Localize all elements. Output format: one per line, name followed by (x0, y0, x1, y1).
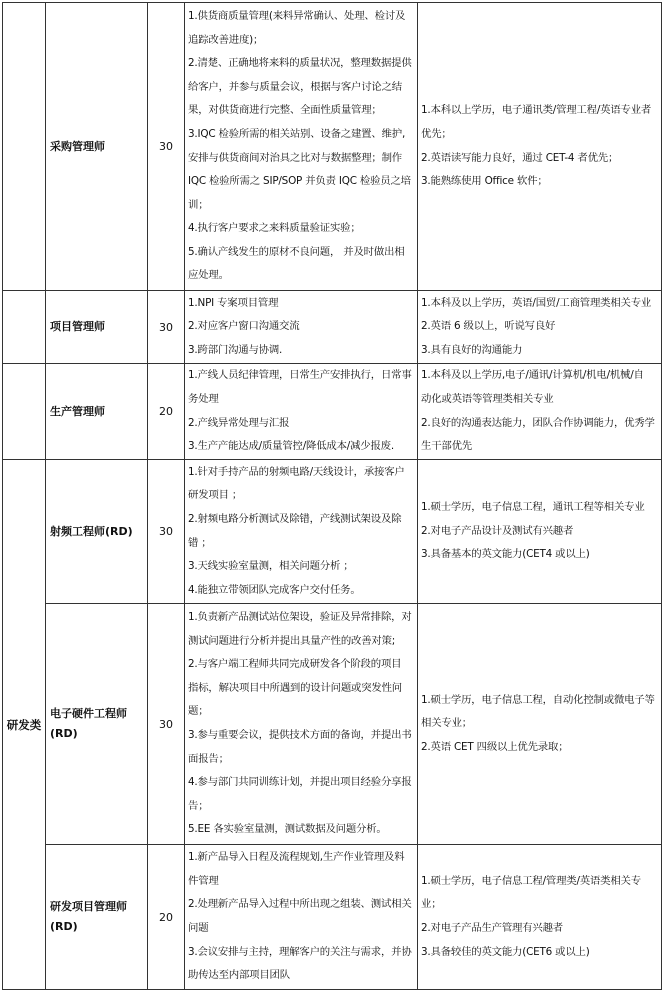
duties-cell (185, 3, 418, 291)
duty-line: 3.IQC 检验所需的相关站别、设备之建置、维护, (188, 127, 406, 140)
duty-line: 果，对供货商进行完整、全面性质量管理； (188, 104, 382, 117)
duty-line: 1.产线人员纪律管理，日常生产安排执行，日常事 (188, 369, 412, 382)
position-name: 射频工程师(RD) (50, 524, 133, 538)
position-name: 研发项目管理师 (50, 900, 127, 913)
recruitment-table (2, 2, 662, 990)
category-cell (3, 460, 46, 990)
duty-line: 应处理。 (188, 269, 229, 282)
requirements-cell (418, 291, 662, 364)
headcount-cell (148, 845, 185, 990)
duty-line: 1.针对手持产品的射频电路/天线设计，承接客户 (188, 465, 405, 478)
requirement-line: 1.本科及以上学历，英语/国贸/工商管理类相关专业 (421, 296, 652, 309)
position-cell (46, 364, 148, 460)
position-name: 电子硬件工程师 (50, 707, 127, 720)
duty-line: 1.供货商质量管理(来料异常确认、处理、检讨及 (188, 9, 406, 22)
position-name-suffix: (RD) (50, 727, 78, 740)
headcount: 30 (159, 320, 173, 334)
table-row (3, 845, 662, 990)
duty-line: 1.负责新产品测试站位架设，验证及异常排除，对 (188, 611, 412, 624)
requirement-line: 1.本科以上学历，电子通讯类/管理工程/英语专业者 (421, 104, 652, 117)
duty-line: 2.射频电路分析测试及除错，产线测试架设及除 (188, 512, 402, 525)
requirement-line: 1.本科及以上学历,电子/通讯/计算机/机电/机械/自 (421, 369, 644, 382)
duty-line: 2.与客户端工程师共同完成研发各个阶段的项目 (188, 658, 402, 671)
headcount: 30 (159, 525, 173, 538)
table-row (3, 3, 662, 291)
position-name: 项目管理师 (50, 320, 105, 333)
headcount-cell (148, 460, 185, 604)
headcount-cell (148, 604, 185, 845)
duties-cell (185, 845, 418, 990)
requirements-cell (418, 460, 662, 604)
duty-line: 4.参与部门共同训练计划，并提出项目经验分享报 (188, 776, 412, 789)
headcount-cell (148, 364, 185, 460)
requirement-line: 业； (421, 898, 442, 911)
headcount: 20 (159, 910, 173, 924)
requirement-line: 优先； (421, 127, 452, 140)
position-cell (46, 845, 148, 990)
duty-line: 4.能独立带领团队完成客户交付任务。 (188, 583, 361, 596)
duty-line: 2.处理新产品导入过程中所出现之组装、测试相关 (188, 898, 412, 911)
headcount-cell (148, 291, 185, 364)
category-label: 研发类 (6, 717, 42, 732)
duties-cell (185, 604, 418, 845)
duty-line: 训； (188, 198, 209, 211)
duty-line: 研发项目 ； (188, 489, 243, 502)
position-cell (46, 604, 148, 845)
requirement-line: 2.英语读写能力良好，通过 CET-4 者优先； (421, 151, 619, 164)
duty-line: 3.跨部门沟通与协调. (188, 343, 283, 356)
duty-line: 面报告； (188, 752, 229, 765)
table-row (3, 291, 662, 364)
position-cell (46, 291, 148, 364)
duties-cell (185, 364, 418, 460)
requirement-line: 生干部优先 (421, 440, 472, 453)
duty-line: 1.NPI 专案项目管理 (188, 296, 279, 309)
position-name: 生产管理师 (50, 404, 105, 418)
position-cell (46, 3, 148, 291)
duty-line: 助传达至内部项目团队 (188, 969, 290, 982)
duty-line: 3.参与重要会议，提供技术方面的备询，并提出书 (188, 729, 412, 741)
requirement-line: 2.对电子产品设计及测试有兴趣者 (421, 524, 574, 537)
duties-cell (185, 460, 418, 604)
requirement-line: 2.英语 CET 四级以上优先录取； (421, 740, 569, 753)
requirements-cell (418, 3, 662, 291)
duty-line: IQC 检验所需之 SIP/SOP 并负责 IQC 检验员之培 (188, 175, 411, 188)
headcount: 30 (159, 717, 173, 731)
category-cell-empty (3, 3, 46, 291)
requirement-line: 3.具有良好的沟通能力 (421, 343, 523, 356)
duty-line: 测试问题进行分析并提出具量产性的改善对策; (188, 634, 396, 647)
table-row (3, 364, 662, 460)
duty-line: 安排与供货商间对治具之比对与数据整理；制作 (188, 151, 403, 164)
category-cell-empty (3, 364, 46, 460)
duty-line: 2.清楚、正确地将来料的质量状况，整理数据提供 (188, 57, 412, 70)
table-row (3, 604, 662, 845)
requirement-line: 动化或英语等管理类相关专业 (421, 392, 554, 405)
duty-line: 务处理 (188, 392, 219, 405)
duties-cell (185, 291, 418, 364)
table-row (3, 460, 662, 604)
requirements-cell (418, 364, 662, 460)
duty-line: 3.天线实验室量测，相关问题分析 ； (188, 560, 354, 573)
headcount: 30 (159, 140, 173, 153)
duty-line: 2.产线异常处理与汇报 (188, 416, 290, 429)
duty-line: 5.EE 各实验室量测，测试数据及问题分析。 (188, 823, 387, 836)
duty-line: 4.执行客户要求之来料质量验证实验； (188, 222, 361, 235)
duty-line: 3.生产产能达成/质量管控/降低成本/减少报废. (188, 440, 394, 453)
category-cell-empty (3, 291, 46, 364)
requirements-cell (418, 604, 662, 845)
duty-line: 错 ； (188, 536, 212, 549)
duty-line: 题； (188, 705, 209, 718)
duty-line: 2.对应客户窗口沟通交流 (188, 320, 300, 333)
duty-line: 件管理 (188, 874, 219, 887)
duty-line: 给客户，并参与质量会议，根据与客户讨论之结 (188, 80, 403, 93)
requirement-line: 1.硕士学历，电子信息工程/管理类/英语类相关专 (421, 874, 641, 887)
duty-line: 问题 (188, 922, 209, 934)
duty-line: 告； (188, 799, 209, 812)
duty-line: 1.新产品导入日程及流程规划,生产作业管理及料 (188, 851, 405, 864)
requirement-line: 1.硕士学历，电子信息工程，自动化控制或微电子等 (421, 693, 655, 706)
position-name: 采购管理师 (50, 139, 105, 153)
position-cell (46, 460, 148, 604)
requirement-line: 3.具备较佳的英文能力(CET6 或以上) (421, 945, 590, 958)
requirement-line: 1.硕士学历，电子信息工程，通讯工程等相关专业 (421, 501, 645, 514)
requirement-line: 3.具备基本的英文能力(CET4 或以上) (421, 548, 590, 561)
headcount: 20 (159, 405, 173, 418)
duty-line: 追踪改善进度)； (188, 33, 264, 46)
position-name-suffix: (RD) (50, 920, 78, 933)
requirement-line: 相关专业； (421, 717, 472, 730)
headcount-cell (148, 3, 185, 291)
duty-line: 指标，解决项目中所遇到的设计问题或突发性问 (188, 681, 403, 694)
requirement-line: 3.能熟练使用 Office 软件； (421, 175, 548, 188)
requirement-line: 2.良好的沟通表达能力，团队合作协调能力，优秀学 (421, 416, 655, 429)
duty-line: 5.确认产线发生的原材不良问题， 并及时做出相 (188, 245, 405, 258)
duty-line: 3.会议安排与主持，理解客户的关注与需求，并协 (188, 945, 412, 958)
requirements-cell (418, 845, 662, 990)
requirement-line: 2.对电子产品生产管理有兴趣者 (421, 922, 563, 934)
requirement-line: 2.英语 6 级以上，听说写良好 (421, 320, 556, 333)
